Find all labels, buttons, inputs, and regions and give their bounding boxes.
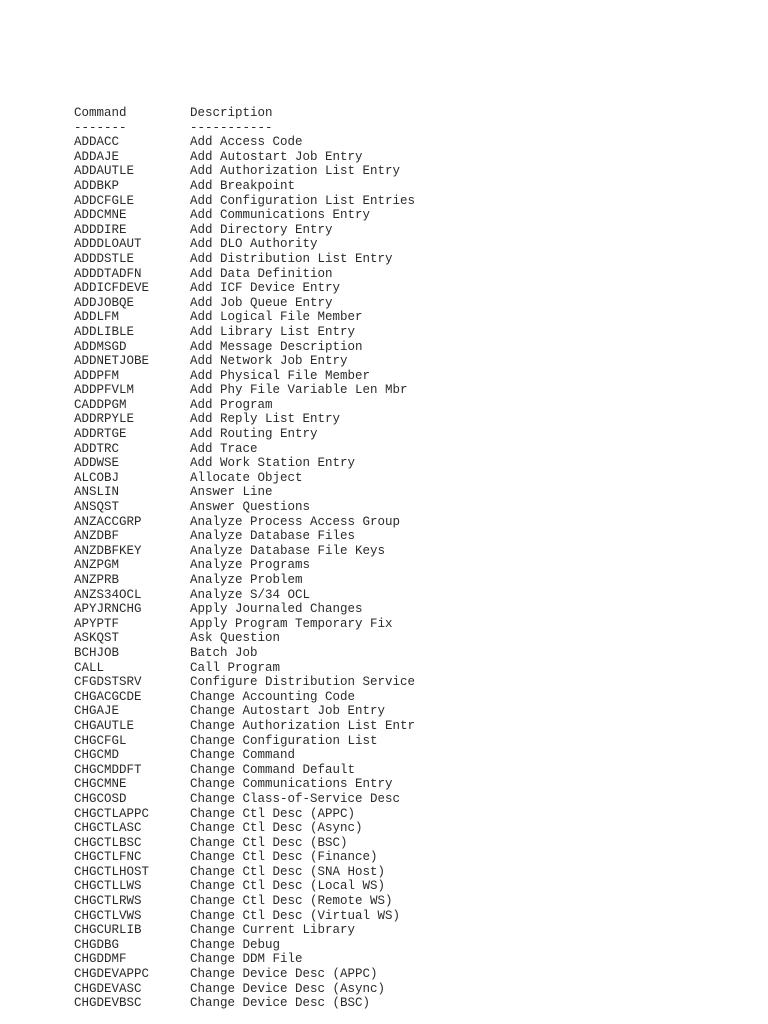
table-row — [74, 500, 415, 515]
command-description: Change Command Default — [190, 762, 356, 777]
command-description: Add Physical File Member — [190, 368, 371, 383]
table-row — [74, 485, 415, 500]
command-name: ASKQST — [74, 631, 120, 646]
command-name: ADDWSE — [74, 456, 120, 471]
command-description: Change Device Desc (APPC) — [190, 967, 378, 982]
command-description: Analyze Problem — [190, 573, 303, 587]
table-row — [74, 573, 415, 588]
command-name: CHGCTLRWS — [74, 894, 142, 909]
command-description: Apply Program Temporary Fix — [190, 616, 393, 631]
command-description: Change Device Desc (Async) — [190, 981, 386, 996]
table-row — [74, 646, 415, 661]
command-name: ADDJOBQE — [74, 295, 135, 310]
command-description: Answer Line — [190, 485, 273, 500]
command-name: APYJRNCHG — [74, 602, 142, 617]
command-description: Add Distribution List Entry — [190, 251, 393, 266]
command-name: CHGCURLIB — [74, 923, 142, 938]
command-description: Add Autostart Job Entry — [190, 149, 363, 164]
table-row — [74, 952, 415, 967]
command-name: CHGDEVAPPC — [74, 967, 150, 982]
command-name: CADDPGM — [74, 397, 127, 412]
table-row — [74, 237, 415, 252]
command-description: Change Ctl Desc (Local WS) — [190, 879, 386, 894]
command-description: Add DLO Authority — [190, 237, 318, 252]
table-row — [74, 135, 415, 150]
command-name: ADDACC — [74, 135, 120, 150]
command-description: Change Autostart Job Entry — [190, 704, 386, 719]
command-name: ADDAJE — [74, 149, 120, 164]
command-name: APYPTF — [74, 616, 120, 631]
command-description: Add Breakpoint — [190, 178, 296, 193]
command-name: CHGCTLVWS — [74, 908, 142, 923]
command-description: Add Directory Entry — [190, 222, 333, 237]
table-row — [74, 704, 415, 719]
table-row — [74, 879, 415, 894]
command-name: CHGCTLBSC — [74, 835, 142, 850]
command-name: ADDDIRE — [74, 222, 127, 237]
command-description: Analyze Programs — [190, 558, 311, 573]
command-description: Add ICF Device Entry — [190, 281, 341, 296]
command-description: Add Work Station Entry — [190, 456, 356, 471]
table-row — [74, 369, 415, 384]
table-row — [74, 164, 415, 179]
command-description: Answer Questions — [190, 500, 311, 515]
command-description: Add Reply List Entry — [190, 412, 341, 427]
command-description: Apply Journaled Changes — [190, 602, 363, 617]
table-row — [74, 194, 415, 209]
command-name: ANZPRB — [74, 573, 120, 587]
command-description: Add Phy File Variable Len Mbr — [190, 383, 408, 398]
table-row — [74, 734, 415, 749]
table-row — [74, 398, 415, 413]
table-row — [74, 967, 415, 982]
command-header: Command — [74, 106, 127, 120]
command-description: Add Job Queue Entry — [190, 295, 333, 310]
command-name: ANZDBF — [74, 529, 120, 544]
command-description: Change Ctl Desc (Virtual WS) — [190, 908, 401, 923]
command-name: CHGCMD — [74, 748, 120, 763]
table-row — [74, 938, 415, 953]
command-description: Analyze Database File Keys — [190, 543, 386, 558]
command-description: Call Program — [190, 660, 281, 675]
command-description: Change Communications Entry — [190, 777, 393, 792]
command-name: CHGCTLASC — [74, 821, 142, 836]
table-row — [74, 515, 415, 530]
command-name: CHGDDMF — [74, 952, 127, 967]
table-row — [74, 996, 415, 1011]
table-row — [74, 471, 415, 486]
table-row — [74, 675, 415, 690]
command-description: Configure Distribution Service — [190, 675, 416, 690]
table-row — [74, 383, 415, 398]
table-row — [74, 690, 415, 705]
command-name: ADDTRC — [74, 441, 120, 456]
command-name: ANZACCGRP — [74, 514, 142, 529]
table-row — [74, 252, 415, 267]
command-name: ADDDTADFN — [74, 266, 142, 281]
table-row — [74, 631, 415, 646]
description-header: Description — [190, 106, 273, 120]
command-name: CHGCTLFNC — [74, 850, 142, 865]
header-row — [74, 106, 415, 121]
command-description: Ask Question — [190, 631, 281, 646]
command-name: ADDRPYLE — [74, 412, 135, 427]
command-name: ADDDSTLE — [74, 251, 135, 266]
command-description: Change Ctl Desc (Remote WS) — [190, 894, 393, 909]
command-name: CFGDSTSRV — [74, 675, 142, 690]
table-row — [74, 281, 415, 296]
command-name: ADDAUTLE — [74, 164, 135, 179]
command-name: ANZDBFKEY — [74, 543, 142, 558]
table-row — [74, 354, 415, 369]
table-row — [74, 836, 415, 851]
description-header-rule: ----------- — [190, 120, 273, 135]
command-description: Add Network Job Entry — [190, 354, 348, 369]
command-description: Change Ctl Desc (Async) — [190, 821, 363, 836]
table-row — [74, 340, 415, 355]
command-description: Change Ctl Desc (Finance) — [190, 850, 378, 865]
command-name: CALL — [74, 660, 105, 675]
table-row — [74, 267, 415, 282]
command-name: ADDPFM — [74, 368, 120, 383]
command-name: ANSLIN — [74, 485, 120, 500]
table-row — [74, 661, 415, 676]
command-name: ADDBKP — [74, 178, 120, 193]
table-row — [74, 617, 415, 632]
command-description: Add Authorization List Entry — [190, 164, 401, 179]
command-name: ANZPGM — [74, 558, 120, 573]
command-name: CHGACGCDE — [74, 689, 142, 704]
table-row — [74, 412, 415, 427]
command-name: BCHJOB — [74, 645, 120, 660]
table-row — [74, 719, 415, 734]
command-name: CHGCMNE — [74, 777, 127, 792]
command-description: Add Logical File Member — [190, 310, 363, 325]
table-row — [74, 544, 415, 559]
table-row — [74, 909, 415, 924]
command-name: ANZS34OCL — [74, 587, 142, 602]
table-row — [74, 807, 415, 822]
table-row — [74, 923, 415, 938]
command-description: Change Authorization List Entr — [190, 718, 416, 733]
command-description: Change Current Library — [190, 923, 356, 938]
command-name: CHGCTLLWS — [74, 879, 142, 894]
command-name: CHGDBG — [74, 937, 120, 952]
table-row — [74, 763, 415, 778]
table-row — [74, 310, 415, 325]
table-row — [74, 865, 415, 880]
table-row — [74, 223, 415, 238]
command-description: Add Program — [190, 397, 273, 412]
command-description: Change Accounting Code — [190, 689, 356, 704]
table-row — [74, 529, 415, 544]
command-name: ANSQST — [74, 500, 120, 515]
table-row — [74, 588, 415, 603]
command-name: ADDLFM — [74, 310, 120, 325]
command-name: ADDMSGD — [74, 339, 127, 354]
command-description: Add Trace — [190, 441, 258, 456]
command-name: ALCOBJ — [74, 470, 120, 485]
command-rows — [74, 135, 415, 1011]
table-row — [74, 748, 415, 763]
command-description: Add Communications Entry — [190, 208, 371, 223]
command-description: Change Command — [190, 748, 296, 763]
command-name: ADDPFVLM — [74, 383, 135, 398]
command-description: Change Ctl Desc (SNA Host) — [190, 864, 386, 879]
table-row — [74, 150, 415, 165]
command-header-rule: ------- — [74, 120, 127, 135]
table-row — [74, 208, 415, 223]
command-name: ADDCFGLE — [74, 193, 135, 208]
table-row — [74, 792, 415, 807]
command-name: ADDRTGE — [74, 427, 127, 442]
command-name: CHGDEVASC — [74, 981, 142, 996]
command-name: ADDCMNE — [74, 208, 127, 223]
command-name: CHGCOSD — [74, 791, 127, 806]
table-row — [74, 821, 415, 836]
command-description: Batch Job — [190, 645, 258, 660]
table-row — [74, 894, 415, 909]
command-name: CHGAJE — [74, 704, 120, 719]
table-row — [74, 179, 415, 194]
table-row — [74, 456, 415, 471]
command-description: Change Device Desc (BSC) — [190, 996, 371, 1011]
command-description: Change Configuration List — [190, 733, 378, 748]
command-description: Analyze S/34 OCL — [190, 587, 311, 602]
table-row — [74, 296, 415, 311]
command-name: ADDLIBLE — [74, 324, 135, 339]
command-description: Change Class-of-Service Desc — [190, 791, 401, 806]
command-description: Allocate Object — [190, 470, 303, 485]
command-description: Analyze Process Access Group — [190, 514, 401, 529]
header-rule-row — [74, 121, 415, 136]
command-name: CHGDEVBSC — [74, 996, 142, 1011]
table-row — [74, 558, 415, 573]
command-description: Add Access Code — [190, 135, 303, 150]
command-description: Change DDM File — [190, 952, 303, 967]
command-description: Add Configuration List Entries — [190, 193, 416, 208]
command-description: Add Data Definition — [190, 266, 333, 281]
table-row — [74, 325, 415, 340]
command-description: Change Ctl Desc (APPC) — [190, 806, 356, 821]
command-description: Add Library List Entry — [190, 324, 356, 339]
table-row — [74, 442, 415, 457]
command-description: Add Routing Entry — [190, 427, 318, 442]
command-description: Change Ctl Desc (BSC) — [190, 835, 348, 850]
command-name: CHGCTLAPPC — [74, 806, 150, 821]
command-name: CHGAUTLE — [74, 718, 135, 733]
command-description: Analyze Database Files — [190, 529, 356, 544]
command-name: ADDICFDEVE — [74, 281, 150, 296]
command-name: CHGCMDDFT — [74, 762, 142, 777]
command-name: CHGCFGL — [74, 733, 127, 748]
command-listing — [74, 106, 415, 1011]
table-row — [74, 982, 415, 997]
command-description: Add Message Description — [190, 339, 363, 354]
command-name: CHGCTLHOST — [74, 864, 150, 879]
command-description: Change Debug — [190, 937, 281, 952]
table-row — [74, 850, 415, 865]
command-name: ADDDLOAUT — [74, 237, 142, 252]
table-row — [74, 777, 415, 792]
command-name: ADDNETJOBE — [74, 354, 150, 369]
table-row — [74, 602, 415, 617]
table-row — [74, 427, 415, 442]
